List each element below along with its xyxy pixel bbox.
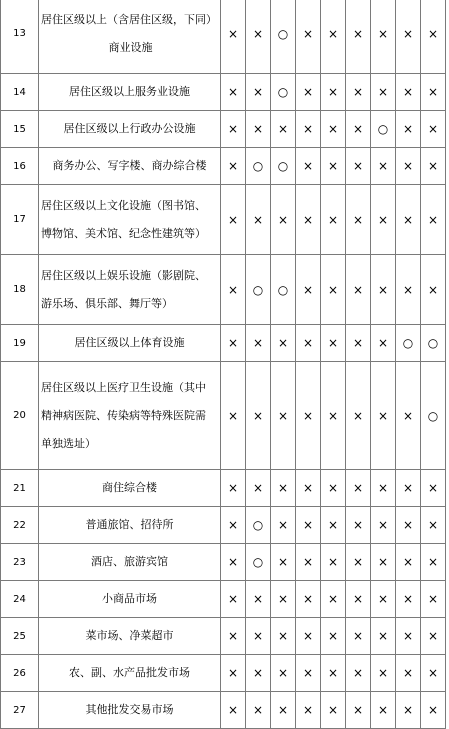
prohibited-mark: ×: [396, 148, 421, 185]
table-row: [1, 618, 446, 655]
facility-name-line: 居住区级以上体育设施: [74, 336, 185, 349]
facility-name: [39, 655, 221, 692]
prohibited-mark: ×: [346, 581, 371, 618]
facility-name-line: 商业设施: [108, 40, 153, 54]
prohibited-mark: ×: [271, 470, 296, 507]
prohibited-mark: ×: [271, 618, 296, 655]
prohibited-mark: ×: [371, 362, 396, 470]
prohibited-mark: ×: [246, 0, 271, 74]
table-row: [1, 544, 446, 581]
allowed-mark: ○: [246, 544, 271, 581]
prohibited-mark: ×: [321, 0, 346, 74]
prohibited-mark: ×: [321, 618, 346, 655]
prohibited-mark: ×: [221, 470, 246, 507]
prohibited-mark: ×: [296, 255, 321, 325]
prohibited-mark: ×: [296, 544, 321, 581]
allowed-mark: ○: [371, 111, 396, 148]
row-number: 25: [1, 618, 39, 655]
prohibited-mark: ×: [221, 325, 246, 362]
facility-name-line: 精神病医院、传染病等特殊医院需: [41, 408, 206, 422]
table-row: [1, 362, 446, 470]
facility-name-line: 居住区级以上行政办公设施: [63, 122, 196, 135]
facility-name-line: 居住区级以上服务业设施: [69, 85, 190, 98]
facility-name: [39, 692, 221, 729]
allowed-mark: ○: [271, 0, 296, 74]
prohibited-mark: ×: [271, 507, 296, 544]
allowed-mark: ○: [421, 325, 446, 362]
row-number: 26: [1, 655, 39, 692]
prohibited-mark: ×: [221, 111, 246, 148]
row-number: 17: [1, 185, 39, 255]
prohibited-mark: ×: [371, 507, 396, 544]
prohibited-mark: ×: [321, 544, 346, 581]
prohibited-mark: ×: [346, 148, 371, 185]
table-row: [1, 325, 446, 362]
table-row: [1, 111, 446, 148]
facility-name-line: 酒店、旅游宾馆: [91, 555, 168, 568]
prohibited-mark: ×: [271, 544, 296, 581]
prohibited-mark: ×: [296, 74, 321, 111]
prohibited-mark: ×: [296, 325, 321, 362]
prohibited-mark: ×: [346, 692, 371, 729]
prohibited-mark: ×: [271, 581, 296, 618]
prohibited-mark: ×: [371, 255, 396, 325]
prohibited-mark: ×: [396, 655, 421, 692]
prohibited-mark: ×: [221, 255, 246, 325]
allowed-mark: ○: [271, 74, 296, 111]
prohibited-mark: ×: [371, 692, 396, 729]
prohibited-mark: ×: [396, 470, 421, 507]
prohibited-mark: ×: [371, 148, 396, 185]
facility-name: [39, 148, 221, 185]
facility-name: [39, 362, 221, 470]
table-row: [1, 470, 446, 507]
prohibited-mark: ×: [396, 618, 421, 655]
table-row: [1, 74, 446, 111]
facility-name-line: 居住区级以上文化设施（图书馆、: [41, 198, 206, 212]
facility-name-line: 其他批发交易市场: [85, 703, 174, 716]
prohibited-mark: ×: [421, 544, 446, 581]
table-row: [1, 507, 446, 544]
prohibited-mark: ×: [396, 507, 421, 544]
prohibited-mark: ×: [371, 618, 396, 655]
prohibited-mark: ×: [321, 362, 346, 470]
prohibited-mark: ×: [371, 655, 396, 692]
facility-name: [39, 185, 221, 255]
row-number: 19: [1, 325, 39, 362]
table-row: [1, 0, 446, 74]
facility-name-line: 居住区级以上（含居住区级，下同）: [41, 12, 217, 26]
prohibited-mark: ×: [221, 362, 246, 470]
prohibited-mark: ×: [321, 692, 346, 729]
prohibited-mark: ×: [396, 74, 421, 111]
prohibited-mark: ×: [421, 655, 446, 692]
allowed-mark: ○: [271, 255, 296, 325]
prohibited-mark: ×: [371, 325, 396, 362]
prohibited-mark: ×: [271, 692, 296, 729]
allowed-mark: ○: [396, 325, 421, 362]
prohibited-mark: ×: [346, 362, 371, 470]
prohibited-mark: ×: [321, 325, 346, 362]
facility-name-line: 单独选址）: [41, 436, 96, 450]
facility-name: [39, 618, 221, 655]
prohibited-mark: ×: [221, 148, 246, 185]
facility-name: [39, 74, 221, 111]
prohibited-mark: ×: [296, 362, 321, 470]
allowed-mark: ○: [246, 148, 271, 185]
facility-name: [39, 581, 221, 618]
prohibited-mark: ×: [421, 507, 446, 544]
prohibited-mark: ×: [346, 111, 371, 148]
prohibited-mark: ×: [296, 111, 321, 148]
prohibited-mark: ×: [221, 618, 246, 655]
prohibited-mark: ×: [346, 255, 371, 325]
row-number: 15: [1, 111, 39, 148]
prohibited-mark: ×: [296, 0, 321, 74]
allowed-mark: ○: [246, 507, 271, 544]
prohibited-mark: ×: [296, 581, 321, 618]
facility-name-line: 游乐场、俱乐部、舞厅等）: [41, 296, 173, 310]
allowed-mark: ○: [421, 362, 446, 470]
prohibited-mark: ×: [371, 581, 396, 618]
prohibited-mark: ×: [396, 362, 421, 470]
prohibited-mark: ×: [296, 470, 321, 507]
prohibited-mark: ×: [371, 544, 396, 581]
prohibited-mark: ×: [271, 111, 296, 148]
prohibited-mark: ×: [396, 111, 421, 148]
row-number: 20: [1, 362, 39, 470]
row-number: 14: [1, 74, 39, 111]
prohibited-mark: ×: [421, 185, 446, 255]
facility-name: [39, 0, 221, 74]
table-row: [1, 185, 446, 255]
prohibited-mark: ×: [421, 618, 446, 655]
prohibited-mark: ×: [321, 655, 346, 692]
facility-name-line: 小商品市场: [102, 592, 157, 605]
prohibited-mark: ×: [221, 692, 246, 729]
prohibited-mark: ×: [321, 74, 346, 111]
prohibited-mark: ×: [296, 148, 321, 185]
prohibited-mark: ×: [246, 111, 271, 148]
prohibited-mark: ×: [246, 581, 271, 618]
row-number: 22: [1, 507, 39, 544]
facility-name-line: 农、副、水产品批发市场: [69, 666, 190, 679]
facility-name: [39, 111, 221, 148]
facility-name: [39, 470, 221, 507]
prohibited-mark: ×: [321, 581, 346, 618]
facility-name: [39, 325, 221, 362]
prohibited-mark: ×: [271, 655, 296, 692]
prohibited-mark: ×: [296, 185, 321, 255]
prohibited-mark: ×: [246, 470, 271, 507]
prohibited-mark: ×: [346, 544, 371, 581]
prohibited-mark: ×: [271, 325, 296, 362]
facility-name: [39, 255, 221, 325]
prohibited-mark: ×: [421, 255, 446, 325]
prohibited-mark: ×: [421, 581, 446, 618]
prohibited-mark: ×: [346, 325, 371, 362]
prohibited-mark: ×: [421, 470, 446, 507]
prohibited-mark: ×: [421, 692, 446, 729]
table-row: [1, 148, 446, 185]
prohibited-mark: ×: [246, 618, 271, 655]
prohibited-mark: ×: [371, 74, 396, 111]
prohibited-mark: ×: [321, 111, 346, 148]
table-body: [1, 0, 446, 729]
row-number: 23: [1, 544, 39, 581]
row-number: 21: [1, 470, 39, 507]
prohibited-mark: ×: [271, 362, 296, 470]
prohibited-mark: ×: [296, 655, 321, 692]
prohibited-mark: ×: [396, 544, 421, 581]
row-number: 27: [1, 692, 39, 729]
prohibited-mark: ×: [321, 507, 346, 544]
prohibited-mark: ×: [221, 0, 246, 74]
prohibited-mark: ×: [346, 618, 371, 655]
prohibited-mark: ×: [371, 0, 396, 74]
prohibited-mark: ×: [346, 470, 371, 507]
facility-name-line: 普通旅馆、招待所: [85, 518, 174, 531]
prohibited-mark: ×: [321, 185, 346, 255]
prohibited-mark: ×: [396, 581, 421, 618]
prohibited-mark: ×: [346, 655, 371, 692]
prohibited-mark: ×: [321, 255, 346, 325]
prohibited-mark: ×: [371, 185, 396, 255]
prohibited-mark: ×: [421, 0, 446, 74]
facility-name-line: 博物馆、美术馆、纪念性建筑等）: [41, 226, 206, 240]
prohibited-mark: ×: [396, 255, 421, 325]
row-number: 24: [1, 581, 39, 618]
prohibited-mark: ×: [421, 111, 446, 148]
prohibited-mark: ×: [221, 544, 246, 581]
prohibited-mark: ×: [246, 692, 271, 729]
facility-name: [39, 544, 221, 581]
prohibited-mark: ×: [396, 692, 421, 729]
table-row: [1, 655, 446, 692]
facility-name-line: 居住区级以上娱乐设施（影剧院、: [41, 268, 206, 282]
prohibited-mark: ×: [396, 185, 421, 255]
prohibited-mark: ×: [421, 74, 446, 111]
table-row: [1, 255, 446, 325]
prohibited-mark: ×: [346, 185, 371, 255]
prohibited-mark: ×: [246, 325, 271, 362]
prohibited-mark: ×: [221, 185, 246, 255]
table-row: [1, 692, 446, 729]
prohibited-mark: ×: [221, 655, 246, 692]
allowed-mark: ○: [246, 255, 271, 325]
row-number: 13: [1, 0, 39, 74]
facility-name: [39, 507, 221, 544]
facility-name-line: 菜市场、净菜超市: [85, 629, 174, 642]
table-row: [1, 581, 446, 618]
prohibited-mark: ×: [296, 507, 321, 544]
prohibited-mark: ×: [221, 74, 246, 111]
prohibited-mark: ×: [346, 0, 371, 74]
prohibited-mark: ×: [296, 618, 321, 655]
prohibited-mark: ×: [346, 74, 371, 111]
facility-name-line: 商务办公、写字楼、商办综合楼: [52, 159, 207, 172]
prohibited-mark: ×: [321, 148, 346, 185]
prohibited-mark: ×: [271, 185, 296, 255]
prohibited-mark: ×: [421, 148, 446, 185]
prohibited-mark: ×: [321, 470, 346, 507]
prohibited-mark: ×: [296, 692, 321, 729]
prohibited-mark: ×: [371, 470, 396, 507]
prohibited-mark: ×: [346, 507, 371, 544]
prohibited-mark: ×: [246, 185, 271, 255]
row-number: 18: [1, 255, 39, 325]
prohibited-mark: ×: [246, 362, 271, 470]
facility-name-line: 居住区级以上医疗卫生设施（其中: [41, 380, 206, 394]
facility-name-line: 商住综合楼: [102, 481, 157, 494]
prohibited-mark: ×: [246, 74, 271, 111]
prohibited-mark: ×: [221, 507, 246, 544]
prohibited-mark: ×: [221, 581, 246, 618]
prohibited-mark: ×: [246, 655, 271, 692]
row-number: 16: [1, 148, 39, 185]
allowed-mark: ○: [271, 148, 296, 185]
prohibited-mark: ×: [396, 0, 421, 74]
